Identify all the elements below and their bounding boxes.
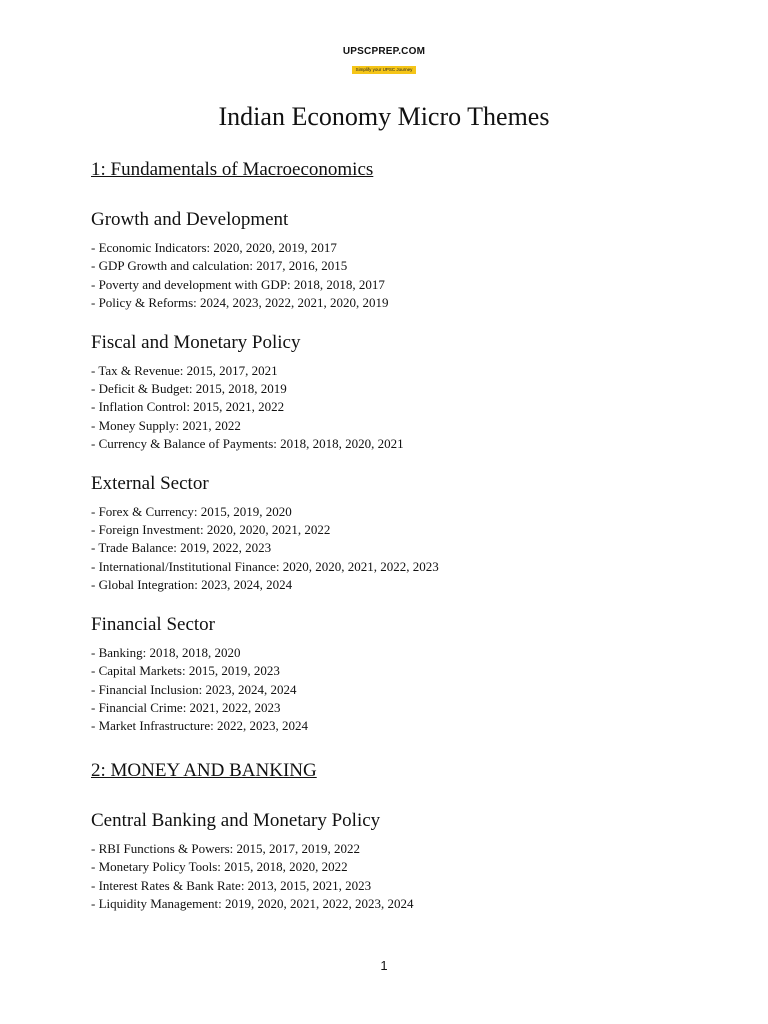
list-item: - Market Infrastructure: 2022, 2023, 2024 — [91, 718, 308, 734]
section-title: External Sector — [91, 472, 209, 494]
list-item: - RBI Functions & Powers: 2015, 2017, 2019, 2022 — [91, 840, 361, 856]
section-list — [91, 239, 711, 313]
list-item: - Capital Markets: 2015, 2019, 2023 — [91, 663, 280, 679]
logo-name: UPSCPREP.COM — [342, 46, 426, 57]
part-title: 1: Fundamentals of Macroeconomics — [91, 159, 374, 180]
list-item: - Poverty and development with GDP: 2018, 2018, 2017 — [91, 276, 385, 292]
section-list — [91, 503, 711, 595]
list-item: - International/Institutional Finance: 2020, 2020, 2021, 2022, 2023 — [91, 558, 439, 574]
list-item: - Deficit & Budget: 2015, 2018, 2019 — [91, 381, 287, 397]
logo-tagline: Simplify your UPSC Journey — [352, 66, 417, 74]
list-item: - Global Integration: 2023, 2024, 2024 — [91, 577, 293, 593]
list-item: - Currency & Balance of Payments: 2018, 2018, 2020, 2021 — [91, 436, 404, 452]
document-body — [91, 158, 711, 913]
section-title: Financial Sector — [91, 613, 215, 635]
section-title: Growth and Development — [91, 209, 289, 230]
list-item: - Inflation Control: 2015, 2021, 2022 — [91, 399, 285, 415]
list-item: - Economic Indicators: 2020, 2020, 2019, 2017 — [91, 240, 337, 255]
list-item: - Forex & Currency: 2015, 2019, 2020 — [91, 503, 292, 519]
list-item: - Policy & Reforms: 2024, 2023, 2022, 2021, 2020, 2019 — [91, 295, 389, 311]
list-item: - Tax & Revenue: 2015, 2017, 2021 — [91, 362, 278, 378]
section-list — [91, 840, 711, 914]
section-list — [91, 644, 711, 736]
document-title: Indian Economy Micro Themes — [218, 102, 550, 131]
page-number: 1 — [380, 958, 388, 973]
list-item: - Monetary Policy Tools: 2015, 2018, 2020, 2022 — [91, 859, 348, 875]
list-item: - Trade Balance: 2019, 2022, 2023 — [91, 540, 272, 556]
list-item: - Financial Inclusion: 2023, 2024, 2024 — [91, 681, 297, 697]
list-item: - Banking: 2018, 2018, 2020 — [91, 644, 241, 660]
section-list — [91, 362, 711, 454]
list-item: - Interest Rates & Bank Rate: 2013, 2015, 2021, 2023 — [91, 877, 372, 893]
list-item: - GDP Growth and calculation: 2017, 2016, 2015 — [91, 258, 348, 274]
list-item: - Liquidity Management: 2019, 2020, 2021, 2022, 2023, 2024 — [91, 895, 414, 911]
list-item: - Foreign Investment: 2020, 2020, 2021, 2022 — [91, 522, 331, 538]
section-title: Central Banking and Monetary Policy — [91, 809, 381, 831]
part-title: 2: MONEY AND BANKING — [91, 759, 317, 781]
list-item: - Money Supply: 2021, 2022 — [91, 417, 241, 433]
list-item: - Financial Crime: 2021, 2022, 2023 — [91, 699, 281, 715]
site-logo — [0, 46, 768, 76]
section-title: Fiscal and Monetary Policy — [91, 331, 301, 353]
